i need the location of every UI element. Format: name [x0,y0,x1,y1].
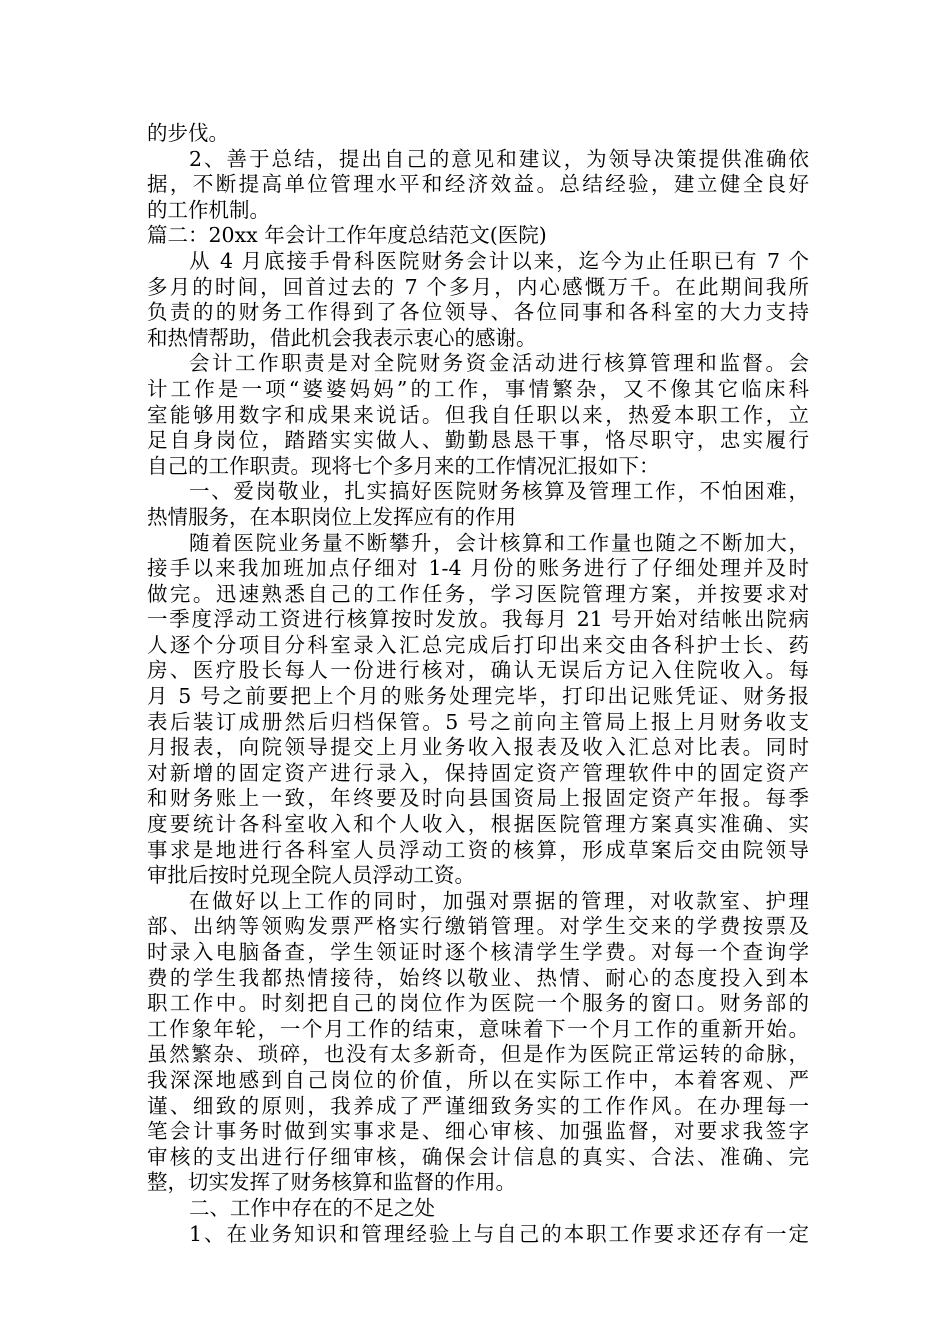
text-line: 审核的支出进行仔细审核，确保会计信息的真实、合法、准确、完 [147,1144,809,1169]
text-line: 计工作是一项“婆婆妈妈”的工作，事情繁杂，又不像其它临床科 [147,376,809,401]
text-line: 的步伐。 [147,121,229,145]
text-line: 的工作机制。 [147,197,270,222]
text-line: 和热情帮助，借此机会我表示衷心的感谢。 [147,325,537,350]
text-line: 据，不断提高单位管理水平和经济效益。总结经验，建立健全良好 [147,172,809,197]
text-line: 部、出纳等领购发票严格实行缴销管理。对学生交来的学费按票及 [147,914,809,939]
document-body [147,121,809,1247]
paragraph-first-line: 从 4 月底接手骨科医院财务会计以来，迄今为止任职已有 7 个 [189,248,809,273]
text-line: 一季度浮动工资进行核算按时发放。我每月 21 号开始对结帐出院病 [147,607,809,632]
text-line: 负责的的财务工作得到了各位领导、各位同事和各科室的大力支持 [147,300,809,325]
text-line: 事求是地进行各科室人员浮动工资的核算，形成草案后交由院领导 [147,837,809,862]
text-line: 足自身岗位，踏踏实实做人、勤勤恳恳干事，恪尽职守，忠实履行 [147,428,809,453]
text-line: 篇二：20xx 年会计工作年度总结范文(医院) [147,223,547,248]
text-line: 月报表，向院领导提交上月业务收入报表及收入汇总对比表。同时 [147,735,809,760]
text-line: 费的学生我都热情接待，始终以敬业、热情、耐心的态度投入到本 [147,965,809,990]
text-line: 审批后按时兑现全院人员浮动工资。 [147,863,475,888]
text-line: 度要统计各科室收入和个人收入，根据医院管理方案真实准确、实 [147,812,809,837]
text-line: 谨、细致的原则，我养成了严谨细致务实的工作作风。在办理每一 [147,1093,809,1118]
paragraph-first-line: 随着医院业务量不断攀升，会计核算和工作量也随之不断加大， [189,530,809,555]
paragraph-first-line: 会计工作职责是对全院财务资金活动进行核算管理和监督。会 [189,351,809,376]
text-line: 对新增的固定资产进行录入，保持固定资产管理软件中的固定资产 [147,760,809,785]
paragraph-first-line: 二、工作中存在的不足之处 [189,1195,436,1220]
text-line: 和财务账上一致，年终要及时向县国资局上报固定资产年报。每季 [147,786,809,811]
text-line: 职工作中。时刻把自己的岗位作为医院一个服务的窗口。财务部的 [147,991,809,1016]
paragraph-first-line: 在做好以上工作的同时，加强对票据的管理，对收款室、护理 [189,888,809,913]
text-line: 接手以来我加班加点仔细对 1-4 月份的账务进行了仔细处理并及时 [147,556,809,581]
paragraph-first-line: 2、善于总结，提出自己的意见和建议，为领导决策提供准确依 [189,146,809,171]
text-line: 人逐个分项目分科室录入汇总完成后打印出来交由各科护士长、药 [147,632,809,657]
paragraph-first-line: 一、爱岗敬业，扎实搞好医院财务核算及管理工作，不怕困难， [189,479,809,504]
paragraph-first-line: 1、在业务知识和管理经验上与自己的本职工作要求还存有一定 [189,1221,809,1246]
text-line: 房、医疗股长每人一份进行核对，确认无误后方记入住院收入。每 [147,658,809,683]
text-line: 多月的时间，回首过去的 7 个多月，内心感慨万千。在此期间我所 [147,274,809,299]
text-line: 整，切实发挥了财务核算和监督的作用。 [147,1170,516,1195]
text-line: 笔会计事务时做到实事求是、细心审核、加强监督，对要求我签字 [147,1119,809,1144]
text-line: 月 5 号之前要把上个月的账务处理完毕，打印出记账凭证、财务报 [147,684,809,709]
text-line: 做完。迅速熟悉自己的工作任务，学习医院管理方案，并按要求对 [147,581,809,606]
text-line: 室能够用数字和成果来说话。但我自任职以来，热爱本职工作，立 [147,402,809,427]
text-line: 热情服务，在本职岗位上发挥应有的作用 [147,504,516,529]
text-line: 时录入电脑备查，学生领证时逐个核清学生学费。对每一个查询学 [147,940,809,964]
text-line: 表后装订成册然后归档保管。5 号之前向主管局上报上月财务收支 [147,709,809,734]
text-line: 自己的工作职责。现将七个多月来的工作情况汇报如下： [147,453,660,478]
text-line: 工作象年轮，一个月工作的结束，意味着下一个月工作的重新开始。 [147,1016,809,1041]
text-line: 我深深地感到自己岗位的价值，所以在实际工作中，本着客观、严 [147,1067,809,1092]
text-line: 虽然繁杂、琐碎，也没有太多新奇，但是作为医院正常运转的命脉， [147,1042,809,1067]
